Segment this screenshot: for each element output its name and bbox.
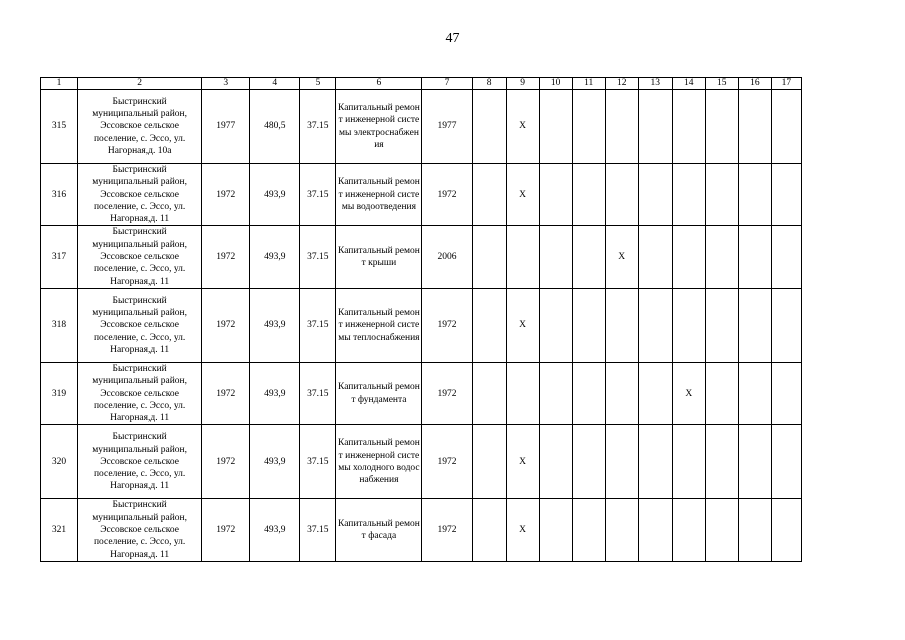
mark-cell-col-13 [638, 499, 672, 561]
area-cell: 493,9 [250, 164, 300, 226]
build-year-cell: 1972 [202, 288, 250, 362]
mark-cell-col-9: X [506, 499, 539, 561]
mark-cell-col-9: X [506, 425, 539, 499]
address-cell: Быстринский муниципальный район, Эссовское сельское поселение, с. Эссо, ул. Нагорная,д. 11 [78, 164, 202, 226]
column-header-14: 14 [672, 78, 705, 90]
mark-cell-col-11 [572, 425, 605, 499]
mark-cell-col-11 [572, 164, 605, 226]
column-header-13: 13 [638, 78, 672, 90]
column-header-3: 3 [202, 78, 250, 90]
column-header-1: 1 [41, 78, 78, 90]
column-header-2: 2 [78, 78, 202, 90]
build-year-cell: 1972 [202, 499, 250, 561]
mark-cell-col-10 [539, 288, 572, 362]
row-number-cell: 315 [41, 90, 78, 164]
mark-cell-col-14: X [672, 362, 705, 424]
build-year-cell: 1972 [202, 425, 250, 499]
mark-cell-col-17 [771, 90, 801, 164]
area-cell: 493,9 [250, 499, 300, 561]
mark-cell-col-9 [506, 362, 539, 424]
row-number-cell: 316 [41, 164, 78, 226]
mark-cell-col-13 [638, 90, 672, 164]
mark-cell-col-9 [506, 226, 539, 288]
mark-cell-col-16 [738, 288, 771, 362]
repair-type-cell: Капитальный ремонт инженерной системы водоотведения [336, 164, 422, 226]
column-header-11: 11 [572, 78, 605, 90]
mark-cell-col-8 [472, 164, 506, 226]
address-cell: Быстринский муниципальный район, Эссовское сельское поселение, с. Эссо, ул. Нагорная,д. 10а [78, 90, 202, 164]
mark-cell-col-14 [672, 425, 705, 499]
table-body [41, 78, 802, 562]
area-cell: 493,9 [250, 362, 300, 424]
code-cell: 37.15 [300, 164, 336, 226]
mark-cell-col-10 [539, 425, 572, 499]
capital-repair-table [40, 77, 802, 562]
mark-cell-col-9: X [506, 288, 539, 362]
mark-cell-col-16 [738, 362, 771, 424]
mark-cell-col-8 [472, 425, 506, 499]
mark-cell-col-16 [738, 226, 771, 288]
mark-cell-col-15 [705, 164, 738, 226]
column-header-17: 17 [771, 78, 801, 90]
row-number-cell: 317 [41, 226, 78, 288]
mark-cell-col-11 [572, 226, 605, 288]
mark-cell-col-12 [605, 362, 638, 424]
mark-cell-col-17 [771, 362, 801, 424]
mark-cell-col-15 [705, 425, 738, 499]
table-row [41, 425, 802, 499]
repair-type-cell: Капитальный ремонт фундамента [336, 362, 422, 424]
repair-year-cell: 2006 [422, 226, 472, 288]
mark-cell-col-12 [605, 425, 638, 499]
mark-cell-col-13 [638, 164, 672, 226]
table-row [41, 226, 802, 288]
mark-cell-col-14 [672, 226, 705, 288]
mark-cell-col-10 [539, 362, 572, 424]
mark-cell-col-16 [738, 164, 771, 226]
repair-year-cell: 1972 [422, 288, 472, 362]
table-row [41, 362, 802, 424]
repair-year-cell: 1977 [422, 90, 472, 164]
column-header-15: 15 [705, 78, 738, 90]
row-number-cell: 321 [41, 499, 78, 561]
mark-cell-col-10 [539, 164, 572, 226]
column-header-6: 6 [336, 78, 422, 90]
mark-cell-col-14 [672, 90, 705, 164]
mark-cell-col-15 [705, 499, 738, 561]
mark-cell-col-16 [738, 90, 771, 164]
code-cell: 37.15 [300, 90, 336, 164]
table-row [41, 164, 802, 226]
mark-cell-col-11 [572, 362, 605, 424]
build-year-cell: 1977 [202, 90, 250, 164]
code-cell: 37.15 [300, 425, 336, 499]
mark-cell-col-15 [705, 226, 738, 288]
mark-cell-col-15 [705, 288, 738, 362]
mark-cell-col-9: X [506, 164, 539, 226]
area-cell: 480,5 [250, 90, 300, 164]
mark-cell-col-17 [771, 288, 801, 362]
mark-cell-col-17 [771, 226, 801, 288]
area-cell: 493,9 [250, 226, 300, 288]
page-number: 47 [445, 31, 460, 46]
mark-cell-col-14 [672, 288, 705, 362]
mark-cell-col-12 [605, 164, 638, 226]
mark-cell-col-14 [672, 164, 705, 226]
row-number-cell: 319 [41, 362, 78, 424]
mark-cell-col-12 [605, 499, 638, 561]
mark-cell-col-8 [472, 362, 506, 424]
repair-year-cell: 1972 [422, 164, 472, 226]
mark-cell-col-9: X [506, 90, 539, 164]
mark-cell-col-13 [638, 362, 672, 424]
table-row [41, 288, 802, 362]
mark-cell-col-13 [638, 226, 672, 288]
address-cell: Быстринский муниципальный район, Эссовское сельское поселение, с. Эссо, ул. Нагорная,д. 11 [78, 499, 202, 561]
code-cell: 37.15 [300, 288, 336, 362]
build-year-cell: 1972 [202, 362, 250, 424]
repair-type-cell: Капитальный ремонт фасада [336, 499, 422, 561]
mark-cell-col-11 [572, 288, 605, 362]
table-row [41, 499, 802, 561]
repair-year-cell: 1972 [422, 362, 472, 424]
mark-cell-col-11 [572, 499, 605, 561]
header-row [41, 78, 802, 90]
column-header-7: 7 [422, 78, 472, 90]
mark-cell-col-17 [771, 499, 801, 561]
repair-type-cell: Капитальный ремонт крыши [336, 226, 422, 288]
repair-year-cell: 1972 [422, 499, 472, 561]
repair-type-cell: Капитальный ремонт инженерной системы теплоснабжения [336, 288, 422, 362]
column-header-16: 16 [738, 78, 771, 90]
mark-cell-col-8 [472, 499, 506, 561]
mark-cell-col-17 [771, 164, 801, 226]
mark-cell-col-12: X [605, 226, 638, 288]
mark-cell-col-15 [705, 90, 738, 164]
mark-cell-col-10 [539, 226, 572, 288]
mark-cell-col-12 [605, 90, 638, 164]
mark-cell-col-13 [638, 425, 672, 499]
repair-type-cell: Капитальный ремонт инженерной системы холодного водоснабжения [336, 425, 422, 499]
mark-cell-col-14 [672, 499, 705, 561]
column-header-8: 8 [472, 78, 506, 90]
column-header-12: 12 [605, 78, 638, 90]
address-cell: Быстринский муниципальный район, Эссовское сельское поселение, с. Эссо, ул. Нагорная,д. 11 [78, 362, 202, 424]
column-header-4: 4 [250, 78, 300, 90]
code-cell: 37.15 [300, 362, 336, 424]
area-cell: 493,9 [250, 288, 300, 362]
build-year-cell: 1972 [202, 226, 250, 288]
column-header-5: 5 [300, 78, 336, 90]
address-cell: Быстринский муниципальный район, Эссовское сельское поселение, с. Эссо, ул. Нагорная,д. 11 [78, 288, 202, 362]
mark-cell-col-16 [738, 425, 771, 499]
mark-cell-col-8 [472, 226, 506, 288]
code-cell: 37.15 [300, 499, 336, 561]
address-cell: Быстринский муниципальный район, Эссовское сельское поселение, с. Эссо, ул. Нагорная,д. 11 [78, 226, 202, 288]
mark-cell-col-8 [472, 288, 506, 362]
mark-cell-col-10 [539, 499, 572, 561]
build-year-cell: 1972 [202, 164, 250, 226]
mark-cell-col-16 [738, 499, 771, 561]
column-header-10: 10 [539, 78, 572, 90]
mark-cell-col-13 [638, 288, 672, 362]
mark-cell-col-15 [705, 362, 738, 424]
repair-year-cell: 1972 [422, 425, 472, 499]
mark-cell-col-12 [605, 288, 638, 362]
mark-cell-col-10 [539, 90, 572, 164]
column-header-9: 9 [506, 78, 539, 90]
row-number-cell: 318 [41, 288, 78, 362]
code-cell: 37.15 [300, 226, 336, 288]
table-row [41, 90, 802, 164]
repair-type-cell: Капитальный ремонт инженерной системы электроснабжения [336, 90, 422, 164]
address-cell: Быстринский муниципальный район, Эссовское сельское поселение, с. Эссо, ул. Нагорная,д. 11 [78, 425, 202, 499]
row-number-cell: 320 [41, 425, 78, 499]
mark-cell-col-11 [572, 90, 605, 164]
mark-cell-col-17 [771, 425, 801, 499]
area-cell: 493,9 [250, 425, 300, 499]
mark-cell-col-8 [472, 90, 506, 164]
